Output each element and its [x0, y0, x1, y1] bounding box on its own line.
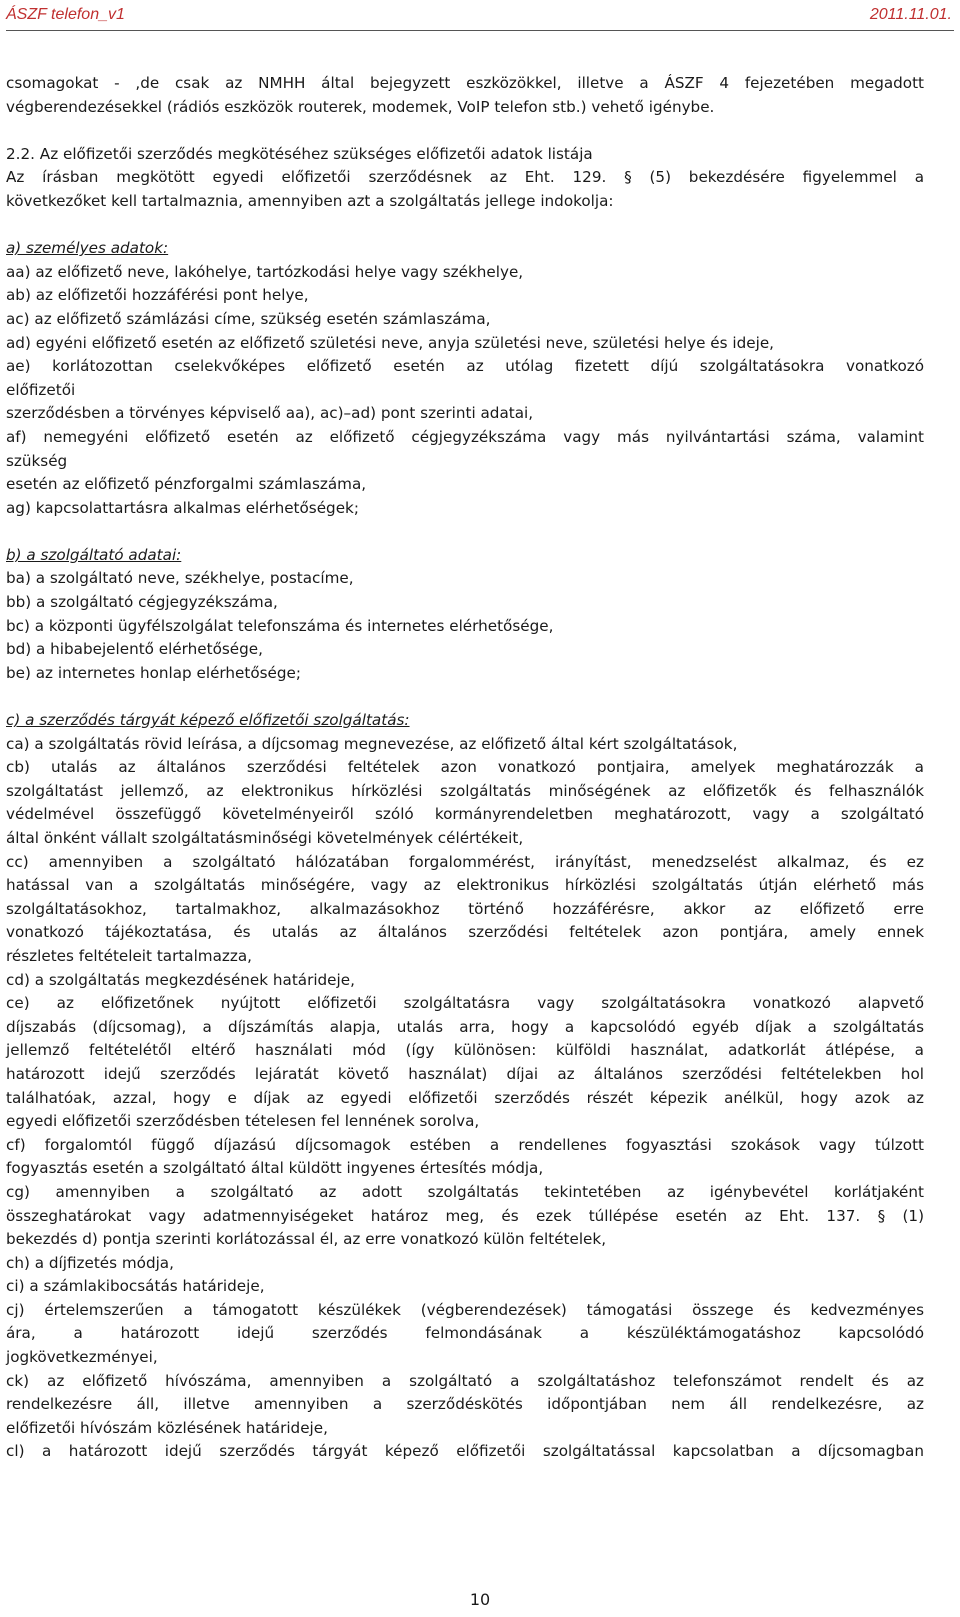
text-line — [6, 1275, 924, 1299]
text-line — [6, 143, 924, 167]
text-line — [6, 615, 924, 639]
text-line — [6, 969, 924, 993]
line-text: ára, a határozott idejű szerződés felmondásának a készüléktámogatáshoz kapcsolódó — [6, 1324, 924, 1343]
line-text: ae) korlátozottan cselekvőképes előfizető esetén az utólag fizetett díjú szolgáltatásokra vonatkozó — [6, 357, 924, 376]
line-text: Az írásban megkötött egyedi előfizetői szerződésnek az Eht. 129. § (5) bekezdésére figyelemmel a — [6, 168, 924, 187]
header-date: 2011.11.01. — [869, 6, 952, 23]
text-line — [6, 1157, 924, 1181]
paragraph-spacer — [6, 520, 924, 544]
line-text: vonatkozó tájékoztatása, és utalás az általános szerződési feltételek azon pontjára, amely ennek — [6, 923, 924, 942]
text-line — [6, 473, 924, 497]
text-line — [6, 851, 924, 875]
text-line — [6, 190, 924, 214]
line-text: egyedi előfizetői szerződésben tételesen fel lennének sorolva, — [6, 1112, 480, 1131]
text-line — [6, 72, 924, 96]
text-line — [6, 1087, 924, 1111]
text-line — [6, 402, 924, 426]
line-text: cd) a szolgáltatás megkezdésének határideje, — [6, 970, 355, 989]
line-text: bb) a szolgáltató cégjegyzékszáma, — [6, 593, 278, 612]
text-line — [6, 355, 924, 379]
text-line — [6, 96, 924, 120]
text-line — [6, 1370, 924, 1394]
line-text: bekezdés d) pontja szerinti korlátozással él, az erre vonatkozó külön feltételek, — [6, 1230, 607, 1249]
line-text: védelmével összefüggő követelményeiről szóló kormányrendeletben meghatározott, vagy a szolgáltató — [6, 805, 924, 824]
line-text: végberendezésekkel (rádiós eszközök routerek, modemek, VoIP telefon stb.) vehető igénybe. — [6, 97, 715, 116]
line-text: rendelkezésre áll, illetve amennyiben a szerződéskötés időpontjában nem áll rendelkezésre, az — [6, 1395, 924, 1414]
text-line — [6, 1181, 924, 1205]
line-text: következőket kell tartalmaznia, amennyiben azt a szolgáltatás jellege indokolja: — [6, 191, 614, 210]
line-text: ad) egyéni előfizető esetén az előfizető születési neve, anyja születési neve, születési helye és ideje, — [6, 333, 774, 352]
line-text: előfizetői hívószám közlésének határideje, — [6, 1418, 328, 1437]
line-text: által önként vállalt szolgáltatásminőségi követelmények célértékeit, — [6, 829, 524, 847]
text-line — [6, 332, 924, 356]
text-line — [6, 1228, 924, 1252]
text-line — [6, 1417, 924, 1441]
text-line — [6, 1322, 924, 1346]
section-heading-text: b) a szolgáltató adatai: — [6, 545, 182, 564]
line-text: ab) az előfizetői hozzáférési pont helye, — [6, 286, 309, 305]
line-text: jellemző feltételétől eltérő használati mód (így különösen: külföldi használat, adatkorlát átlépése, a — [6, 1041, 924, 1060]
paragraph-spacer — [6, 214, 924, 238]
line-text: előfizetői — [6, 380, 76, 399]
line-text: ag) kapcsolattartásra alkalmas elérhetőségek; — [6, 498, 359, 517]
section-heading — [6, 237, 924, 261]
text-line — [6, 874, 924, 898]
text-line — [6, 1252, 924, 1276]
text-line — [6, 261, 924, 285]
line-text: aa) az előfizető neve, lakóhelye, tartózkodási helye vagy székhelye, — [6, 262, 524, 281]
text-line — [6, 379, 924, 403]
line-text: ci) a számlakibocsátás határideje, — [6, 1277, 265, 1296]
line-text: esetén az előfizető pénzforgalmi számlaszáma, — [6, 475, 367, 494]
text-line — [6, 662, 924, 686]
text-line — [6, 921, 924, 945]
page-header — [6, 4, 954, 31]
line-text: bc) a központi ügyfélszolgálat telefonszáma és internetes elérhetősége, — [6, 616, 554, 635]
document-body — [6, 72, 924, 1464]
line-text: ba) a szolgáltató neve, székhelye, postacíme, — [6, 569, 354, 588]
line-text: cb) utalás az általános szerződési feltételek azon vonatkozó pontjaira, amelyek meghatározzák a — [6, 758, 924, 777]
line-text: határozott idejű szerződés lejáratát követő használat) díjai az általános szerződési feltételekben hol — [6, 1064, 924, 1083]
line-text: jogkövetkezményei, — [6, 1348, 158, 1367]
line-text: cg) amennyiben a szolgáltató az adott szolgáltatás tekintetében az igénybevétel korlátjaként — [6, 1182, 924, 1201]
paragraph-spacer — [6, 685, 924, 709]
text-line — [6, 992, 924, 1016]
line-text: ch) a díjfizetés módja, — [6, 1253, 174, 1272]
page-number: 10 — [469, 1590, 491, 1609]
line-text: szerződésben a törvényes képviselő aa), ac)–ad) pont szerinti adatai, — [6, 404, 534, 423]
text-line — [6, 591, 924, 615]
line-text: ac) az előfizető számlázási címe, szükség esetén számlaszáma, — [6, 309, 491, 328]
line-text: cc) amennyiben a szolgáltató hálózatában forgalommérést, irányítást, menedzselést alkalmaz, és ez — [6, 852, 924, 871]
line-text: bd) a hibabejelentő elérhetősége, — [6, 640, 263, 659]
line-text: 2.2. Az előfizetői szerződés megkötéséhez szükséges előfizetői adatok listája — [6, 144, 593, 163]
line-text: fogyasztás esetén a szolgáltató által küldött ingyenes értesítés módja, — [6, 1159, 544, 1178]
line-text: díjszabás (díjcsomag), a díjszámítás alapja, utalás arra, hogy a kapcsolódó egyéb díjak a szolgáltatás — [6, 1017, 924, 1036]
line-text: cf) forgalomtól függő díjazású díjcsomagok estében a rendellenes fogyasztási szokások vagy túlzott — [6, 1135, 924, 1154]
text-line — [6, 1063, 924, 1087]
line-text: af) nemegyéni előfizető esetén az előfizető cégjegyzékszáma vagy más nyilvántartási száma, valamint — [6, 427, 924, 446]
text-line — [6, 166, 924, 190]
text-line — [6, 1016, 924, 1040]
text-line — [6, 827, 924, 851]
paragraph-spacer — [6, 119, 924, 143]
line-text: ck) az előfizető hívószáma, amennyiben a szolgáltató a szolgáltatáshoz telefonszámot rendelt és az — [6, 1371, 924, 1390]
text-line — [6, 898, 924, 922]
text-line — [6, 284, 924, 308]
text-line — [6, 638, 924, 662]
line-text: szolgáltatást jellemző, az elektronikus hírközlési szolgáltatás minőségének az előfizetők és felhasználók — [6, 781, 924, 800]
text-line — [6, 945, 924, 969]
text-line — [6, 1110, 924, 1134]
section-heading-text: a) személyes adatok: — [6, 239, 169, 258]
line-text: szolgáltatásokhoz, tartalmakhoz, alkalmazásokhoz történő hozzáférésre, akkor az előfizető erre — [6, 899, 924, 918]
header-document-title: ÁSZF telefon_v1 — [6, 6, 125, 23]
section-heading — [6, 709, 924, 733]
line-text: cj) értelemszerűen a támogatott készülékek (végberendezések) támogatási összege és kedvezményes — [6, 1300, 924, 1319]
text-line — [6, 308, 924, 332]
line-text: részletes feltételeit tartalmazza, — [6, 946, 252, 965]
line-text: cl) a határozott idejű szerződés tárgyát képező előfizetői szolgáltatással kapcsolatban a díjcsomagban — [6, 1442, 924, 1461]
section-heading — [6, 544, 924, 568]
text-line — [6, 733, 924, 757]
text-line — [6, 1440, 924, 1464]
line-text: szükség — [6, 451, 68, 470]
text-line — [6, 1393, 924, 1417]
text-line — [6, 426, 924, 450]
text-line — [6, 780, 924, 804]
text-line — [6, 1039, 924, 1063]
line-text: be) az internetes honlap elérhetősége; — [6, 663, 301, 682]
line-text: hatással van a szolgáltatás minőségére, vagy az elektronikus hírközlési szolgáltatás útján elérhető más — [6, 876, 924, 895]
text-line — [6, 1134, 924, 1158]
line-text: ca) a szolgáltatás rövid leírása, a díjcsomag megnevezése, az előfizető által kért szolgáltatások, — [6, 734, 738, 753]
text-line — [6, 756, 924, 780]
text-line — [6, 450, 924, 474]
text-line — [6, 497, 924, 521]
line-text: csomagokat - ,de csak az NMHH által bejegyzett eszközökkel, illetve a ÁSZF 4 fejezetében megadott — [6, 74, 924, 92]
text-line — [6, 1205, 924, 1229]
section-heading-text: c) a szerződés tárgyát képező előfizetői szolgáltatás: — [6, 711, 410, 730]
line-text: ce) az előfizetőnek nyújtott előfizetői szolgáltatásra vagy szolgáltatásokra vonatkozó alapvető — [6, 994, 924, 1013]
text-line — [6, 1299, 924, 1323]
text-line — [6, 567, 924, 591]
line-text: találhatóak, azzal, hogy e díjak az egyedi előfizetői szerződés részét képezik anélkül, hogy azok az — [6, 1088, 924, 1107]
text-line — [6, 803, 924, 827]
line-text: összeghatárokat vagy adatmennyiségeket határoz meg, és ezek túllépése esetén az Eht. 137. § (1) — [6, 1206, 924, 1225]
text-line — [6, 1346, 924, 1370]
